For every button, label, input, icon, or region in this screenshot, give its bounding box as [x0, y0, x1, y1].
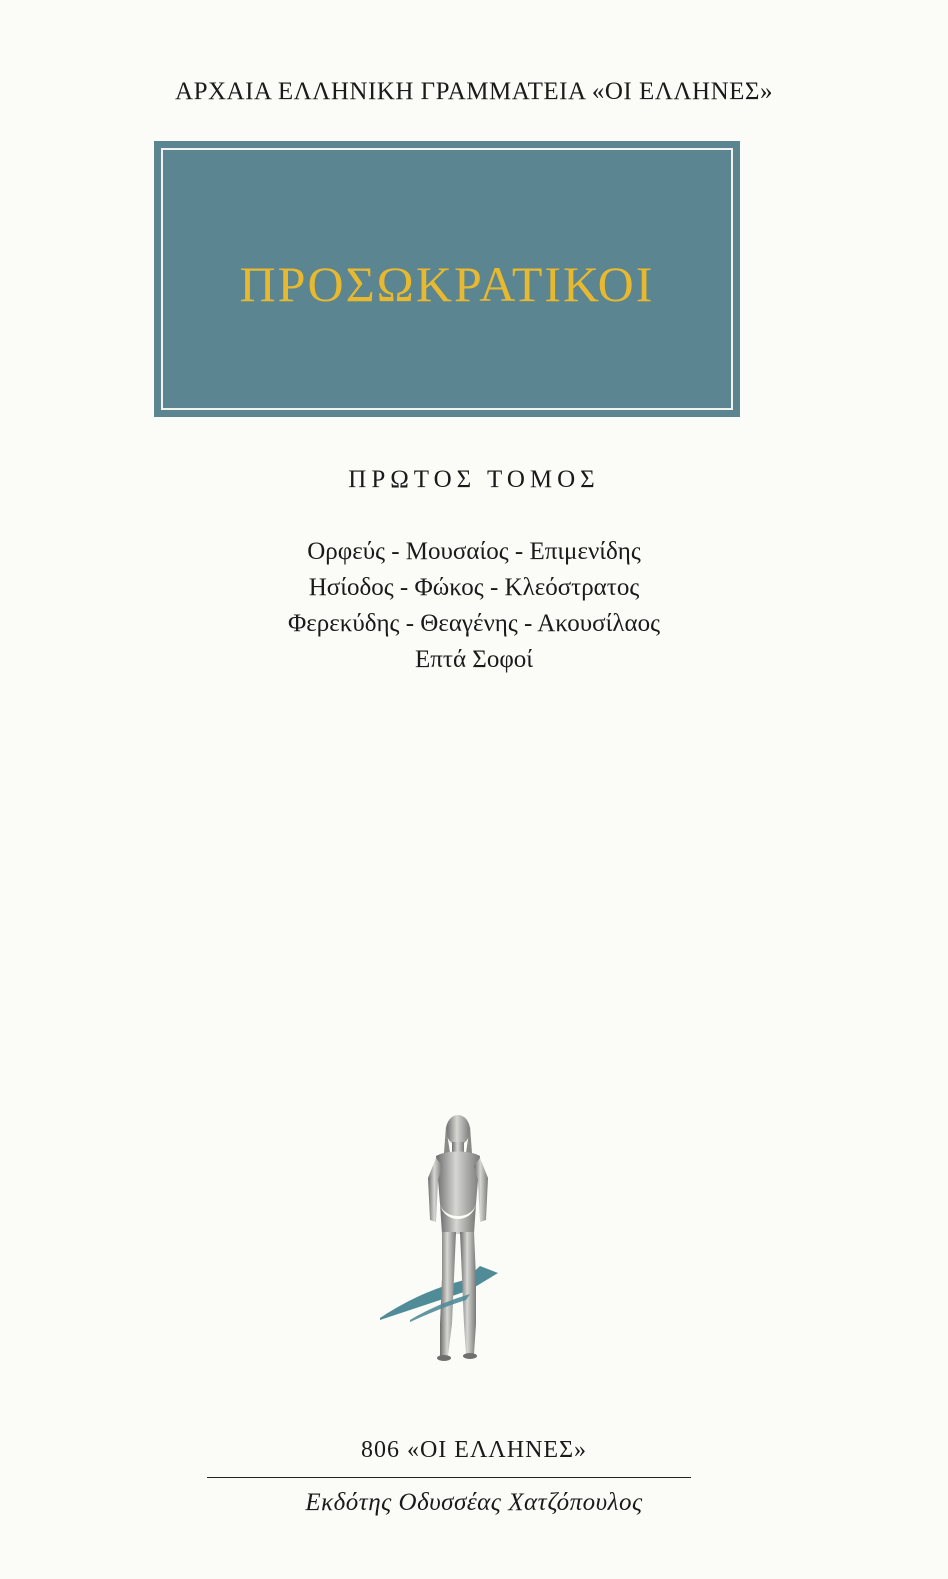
series-number: 806 «ΟΙ ΕΛΛΗΝΕΣ»: [360, 1437, 588, 1463]
series-title: ΑΡΧΑΙΑ ΕΛΛΗΝΙΚΗ ΓΡΑΜΜΑΤΕΙΑ «ΟΙ ΕΛΛΗΝΕΣ»: [175, 78, 773, 105]
contents-list: [0, 534, 948, 678]
contents-line: Φερεκύδης - Θεαγένης - Ακουσίλαος: [287, 610, 661, 637]
kouros-statue-icon: [370, 1108, 550, 1378]
contents-line: Ησίοδος - Φώκος - Κλεόστρατος: [308, 574, 640, 601]
publisher-line: Εκδότης Οδυσσέας Χατζόπουλος: [305, 1489, 643, 1516]
divider-rule: [207, 1477, 691, 1478]
swoosh-shape: [380, 1266, 498, 1320]
contents-line: Επτά Σοφοί: [415, 646, 533, 673]
volume-label: ΠΡΩΤΟΣ ΤΟΜΟΣ: [348, 466, 600, 493]
title-frame: [154, 141, 740, 417]
contents-line: Ορφεύς - Μουσαίος - Επιμενίδης: [307, 538, 641, 565]
main-title: ΠΡΟΣΩΚΡΑΤΙΚΟΙ: [239, 256, 655, 312]
